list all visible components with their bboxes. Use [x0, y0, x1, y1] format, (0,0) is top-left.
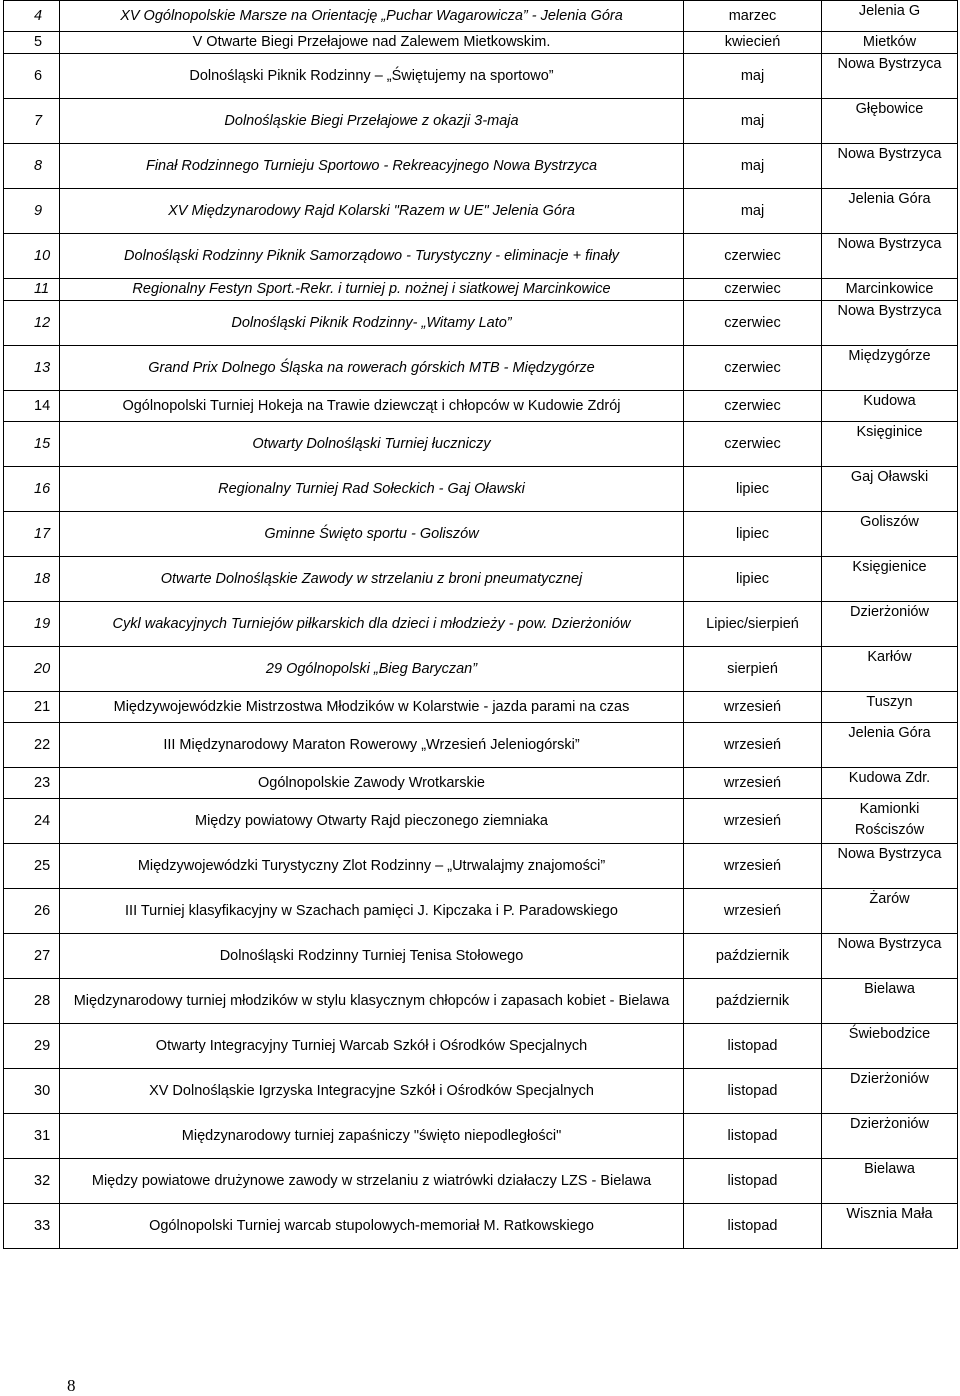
table-row [4, 512, 958, 557]
event-place: Nowa Bystrzyca [822, 54, 958, 99]
event-month: lipiec [684, 512, 822, 557]
event-place: Goliszów [822, 512, 958, 557]
table-row [4, 723, 958, 768]
event-month: listopad [684, 1204, 822, 1249]
event-name: 29 Ogólnopolski „Bieg Baryczan” [60, 647, 684, 692]
table-row [4, 1204, 958, 1249]
row-number: 21 [4, 692, 60, 723]
event-month: maj [684, 99, 822, 144]
event-name: Finał Rodzinnego Turnieju Sportowo - Rekreacyjnego Nowa Bystrzyca [60, 144, 684, 189]
event-name: Otwarte Dolnośląskie Zawody w strzelaniu z broni pneumatycznej [60, 557, 684, 602]
table-row [4, 602, 958, 647]
row-number: 16 [4, 467, 60, 512]
event-month: listopad [684, 1159, 822, 1204]
row-number: 32 [4, 1159, 60, 1204]
event-name: Ogólnopolski Turniej warcab stupolowych-memoriał M. Ratkowskiego [60, 1204, 684, 1249]
event-month: lipiec [684, 557, 822, 602]
table-row [4, 54, 958, 99]
event-name: Otwarty Integracyjny Turniej Warcab Szkół i Ośrodków Specjalnych [60, 1024, 684, 1069]
table-row [4, 692, 958, 723]
row-number: 7 [4, 99, 60, 144]
table-row [4, 99, 958, 144]
event-place: Żarów [822, 889, 958, 934]
event-place: Tuszyn [822, 692, 958, 723]
row-number: 18 [4, 557, 60, 602]
table-row [4, 1024, 958, 1069]
event-month: wrzesień [684, 844, 822, 889]
event-month: listopad [684, 1069, 822, 1114]
row-number: 15 [4, 422, 60, 467]
event-name: Ogólnopolskie Zawody Wrotkarskie [60, 768, 684, 799]
event-name: Między powiatowy Otwarty Rajd pieczonego ziemniaka [60, 799, 684, 844]
row-number: 17 [4, 512, 60, 557]
event-name: XV Dolnośląskie Igrzyska Integracyjne Szkół i Ośrodków Specjalnych [60, 1069, 684, 1114]
event-month: czerwiec [684, 234, 822, 279]
event-place: Międzygórze [822, 346, 958, 391]
row-number: 25 [4, 844, 60, 889]
event-month: maj [684, 54, 822, 99]
event-place: Dzierżoniów [822, 602, 958, 647]
event-place: Wisznia Mała [822, 1204, 958, 1249]
event-name: Dolnośląski Piknik Rodzinny – „Świętujemy na sportowo” [60, 54, 684, 99]
event-month: październik [684, 934, 822, 979]
table-row [4, 391, 958, 422]
event-place: Jelenia Góra [822, 189, 958, 234]
row-number: 28 [4, 979, 60, 1024]
event-name: XV Międzynarodowy Rajd Kolarski "Razem w UE" Jelenia Góra [60, 189, 684, 234]
table-row [4, 1069, 958, 1114]
event-place: Dzierżoniów [822, 1069, 958, 1114]
row-number: 30 [4, 1069, 60, 1114]
event-month: maj [684, 144, 822, 189]
row-number: 13 [4, 346, 60, 391]
table-row [4, 144, 958, 189]
table-row [4, 422, 958, 467]
row-number: 14 [4, 391, 60, 422]
event-place: Jelenia G [822, 1, 958, 32]
row-number: 12 [4, 301, 60, 346]
event-place: Księgienice [822, 557, 958, 602]
event-month: wrzesień [684, 723, 822, 768]
event-name: Międzynarodowy turniej młodzików w stylu klasycznym chłopców i zapasach kobiet - Bielawa [60, 979, 684, 1024]
table-row [4, 301, 958, 346]
event-month: czerwiec [684, 422, 822, 467]
event-name: Dolnośląski Rodzinny Piknik Samorządowo - Turystyczny - eliminacje + finały [60, 234, 684, 279]
event-name: Dolnośląski Piknik Rodzinny- „Witamy Lato” [60, 301, 684, 346]
event-name: Gminne Święto sportu - Goliszów [60, 512, 684, 557]
event-name: Międzywojewódzki Turystyczny Zlot Rodzinny – „Utrwalajmy znajomości” [60, 844, 684, 889]
event-month: czerwiec [684, 301, 822, 346]
event-place: Księginice [822, 422, 958, 467]
table-row [4, 768, 958, 799]
table-row [4, 557, 958, 602]
event-month: Lipiec/sierpień [684, 602, 822, 647]
event-place: Karłów [822, 647, 958, 692]
page-number: 8 [67, 1376, 76, 1395]
row-number: 10 [4, 234, 60, 279]
event-month: sierpień [684, 647, 822, 692]
event-month: kwiecień [684, 32, 822, 54]
row-number: 9 [4, 189, 60, 234]
event-place: Kudowa Zdr. [822, 768, 958, 799]
event-name: Dolnośląski Rodzinny Turniej Tenisa Stołowego [60, 934, 684, 979]
event-place: Nowa Bystrzyca [822, 301, 958, 346]
event-name: Otwarty Dolnośląski Turniej łuczniczy [60, 422, 684, 467]
event-name: Cykl wakacyjnych Turniejów piłkarskich dla dzieci i młodzieży - pow. Dzierżoniów [60, 602, 684, 647]
row-number: 11 [4, 279, 60, 301]
event-place: Dzierżoniów [822, 1114, 958, 1159]
event-place: Jelenia Góra [822, 723, 958, 768]
row-number: 20 [4, 647, 60, 692]
event-month: maj [684, 189, 822, 234]
row-number: 29 [4, 1024, 60, 1069]
event-name: III Turniej klasyfikacyjny w Szachach pamięci J. Kipczaka i P. Paradowskiego [60, 889, 684, 934]
row-number: 6 [4, 54, 60, 99]
table-row [4, 32, 958, 54]
row-number: 23 [4, 768, 60, 799]
event-month: wrzesień [684, 768, 822, 799]
event-name: XV Ogólnopolskie Marsze na Orientację „Puchar Wagarowicza” - Jelenia Góra [60, 1, 684, 32]
row-number: 27 [4, 934, 60, 979]
event-month: wrzesień [684, 692, 822, 723]
event-place: Nowa Bystrzyca [822, 144, 958, 189]
table-row [4, 189, 958, 234]
event-month: czerwiec [684, 391, 822, 422]
row-number: 33 [4, 1204, 60, 1249]
event-name: Ogólnopolski Turniej Hokeja na Trawie dziewcząt i chłopców w Kudowie Zdrój [60, 391, 684, 422]
table-row [4, 1159, 958, 1204]
event-place: Kamionki Rościszów [822, 799, 958, 844]
event-place: Nowa Bystrzyca [822, 934, 958, 979]
table-row [4, 1114, 958, 1159]
event-month: wrzesień [684, 889, 822, 934]
row-number: 8 [4, 144, 60, 189]
event-name: Między powiatowe drużynowe zawody w strzelaniu z wiatrówki działaczy LZS - Bielawa [60, 1159, 684, 1204]
event-month: listopad [684, 1024, 822, 1069]
event-place: Nowa Bystrzyca [822, 844, 958, 889]
event-month: czerwiec [684, 279, 822, 301]
event-place: Świebodzice [822, 1024, 958, 1069]
event-name: V Otwarte Biegi Przełajowe nad Zalewem Mietkowskim. [60, 32, 684, 54]
event-place: Nowa Bystrzyca [822, 234, 958, 279]
events-table [3, 0, 958, 1249]
row-number: 22 [4, 723, 60, 768]
row-number: 19 [4, 602, 60, 647]
events-table-body [4, 1, 958, 1249]
event-place: Głębowice [822, 99, 958, 144]
row-number: 31 [4, 1114, 60, 1159]
event-month: listopad [684, 1114, 822, 1159]
event-place: Gaj Oławski [822, 467, 958, 512]
event-month: lipiec [684, 467, 822, 512]
row-number: 24 [4, 799, 60, 844]
table-row [4, 979, 958, 1024]
event-name: III Międzynarodowy Maraton Rowerowy „Wrzesień Jeleniogórski” [60, 723, 684, 768]
table-row [4, 934, 958, 979]
event-name: Regionalny Turniej Rad Sołeckich - Gaj Oławski [60, 467, 684, 512]
table-row [4, 1, 958, 32]
table-row [4, 467, 958, 512]
row-number: 5 [4, 32, 60, 54]
event-month: czerwiec [684, 346, 822, 391]
event-place: Mietków [822, 32, 958, 54]
table-row [4, 346, 958, 391]
event-month: marzec [684, 1, 822, 32]
event-name: Grand Prix Dolnego Śląska na rowerach górskich MTB - Międzygórze [60, 346, 684, 391]
event-place: Marcinkowice [822, 279, 958, 301]
event-place: Kudowa [822, 391, 958, 422]
event-place: Bielawa [822, 1159, 958, 1204]
event-name: Międzywojewódzkie Mistrzostwa Młodzików w Kolarstwie - jazda parami na czas [60, 692, 684, 723]
row-number: 4 [4, 1, 60, 32]
table-row [4, 647, 958, 692]
table-row [4, 799, 958, 844]
table-row [4, 889, 958, 934]
event-place: Bielawa [822, 979, 958, 1024]
event-month: wrzesień [684, 799, 822, 844]
row-number: 26 [4, 889, 60, 934]
table-row [4, 279, 958, 301]
table-row [4, 234, 958, 279]
event-name: Regionalny Festyn Sport.-Rekr. i turniej p. nożnej i siatkowej Marcinkowice [60, 279, 684, 301]
table-row [4, 844, 958, 889]
event-name: Dolnośląskie Biegi Przełajowe z okazji 3-maja [60, 99, 684, 144]
event-month: październik [684, 979, 822, 1024]
event-name: Międzynarodowy turniej zapaśniczy "święto niepodległości" [60, 1114, 684, 1159]
